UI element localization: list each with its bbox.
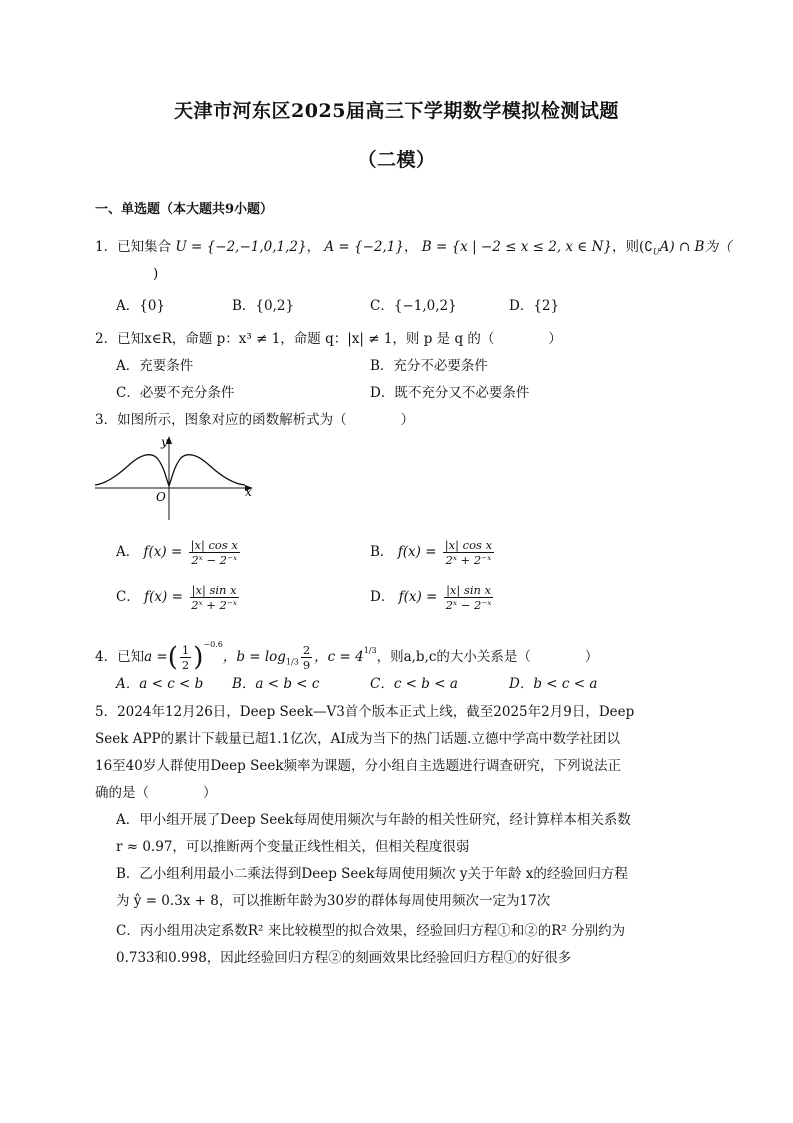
question-5-line-4: 确的是（ ） (95, 785, 217, 801)
q2-number: 2． (95, 331, 118, 347)
q1-option-c[interactable]: C．{−1,0,2} (370, 298, 457, 314)
q4-number: 4． (95, 649, 118, 665)
q2-text: 已知x∈R，命题 p：x³ ≠ 1，命题 q：|x| ≠ 1，则 p 是 q 的（ ） (117, 331, 562, 347)
q5-number: 5． (95, 704, 118, 720)
q1-ask2: A) ∩ B为（ (659, 239, 732, 255)
q1-option-d[interactable]: D．{2} (509, 298, 560, 314)
q3-text: 如图所示，图象对应的函数解析式为（ ） (117, 412, 415, 428)
q3-option-a[interactable]: A． f(x) = $\frac{\text{|x| cos x}}{\text{2ˣ − 2⁻ˣ}}$ (116, 538, 238, 567)
q1-number: 1． (95, 239, 118, 255)
q3-option-c[interactable]: C． f(x) = $\frac{\text{|x| sin x}}{\text{2ˣ + 2⁻ˣ}}$ (116, 583, 238, 612)
q5-option-a-line-1[interactable]: A．甲小组开展了Deep Seek每周使用频次与年龄的相关性研究，经计算样本相关系数 (116, 812, 631, 828)
q2-option-b[interactable]: B．充分不必要条件 (370, 358, 488, 374)
q1-set-a: A = {−2,1} (324, 239, 404, 255)
q1-close-paren: ) (153, 266, 159, 282)
question-3 (95, 411, 414, 429)
page-subtitle: （二模） (357, 149, 436, 171)
q2-option-c[interactable]: C．必要不充分条件 (116, 385, 235, 401)
question-5-line-3: 16至40岁人群使用Deep Seek频率为课题，分小组自主选题进行调查研究，下列说法正 (95, 758, 621, 774)
q2-option-d[interactable]: D．既不充分又不必要条件 (370, 385, 530, 401)
y-axis-label: y (161, 435, 168, 449)
question-5-line-2: Seek APP的累计下载量已超1.1亿次，AI成为当下的热门话题.立德中学高中数学社团以 (95, 731, 620, 747)
question-1: 1．已知集合 U = {−2,−1,0,1,2}， A = {−2,1}， B = {x | −2 ≤ x ≤ 2, x ∈ N}，则$(∁_UA)$ ∩ B为（ (95, 239, 732, 257)
q1-set-u: U = {−2,−1,0,1,2} (175, 239, 307, 255)
q3-number: 3． (95, 412, 118, 428)
q5-option-c-line-2: 0.733和0.998，因此经验回归方程②的刻画效果比经验回归方程①的好很多 (116, 950, 572, 966)
question-4: 4．已知a =( $\frac{1}{2}$ )$^{-0.6}$，$b = \log_{1/3}$ $\frac{2}{9}$ ，$c = 4^{1/3}$，则a,b,c的大小关系是（ ） (95, 640, 599, 673)
question-2 (95, 330, 562, 348)
q3-option-b[interactable]: B． f(x) = $\frac{\text{|x| cos x}}{\text{2ˣ + 2⁻ˣ}}$ (370, 538, 493, 567)
q4-option-d[interactable]: D．b < c < a (509, 676, 598, 692)
q5-option-b-line-1[interactable]: B．乙小组利用最小二乘法得到Deep Seek每周使用频次 y关于年龄 x的经验回归方程 (116, 866, 628, 882)
q4-option-a[interactable]: A．a < c < b (116, 676, 204, 692)
q5-option-b-line-2: 为 ŷ = 0.3x + 8，可以推断年龄为30岁的群体每周使用频次一定为17次 (116, 893, 551, 909)
origin-label: O (156, 490, 166, 504)
section-heading: 一、单选题（本大题共9小题） (95, 202, 274, 217)
q3-option-d[interactable]: D． f(x) = $\frac{\text{|x| sin x}}{\text{2ˣ − 2⁻ˣ}}$ (370, 583, 492, 612)
q3-function-graph (95, 432, 260, 522)
q5-option-c-line-1[interactable]: C．丙小组用决定系数R² 来比较模型的拟合效果，经验回归方程①和②的R² 分别约为 (116, 923, 626, 939)
q5-option-a-line-2: r ≈ 0.97，可以推断两个变量正线性相关，但相关程度很弱 (116, 839, 470, 855)
q4-option-b[interactable]: B．a < b < c (232, 676, 320, 692)
question-5-line-1: 5．2024年12月26日，Deep Seek—V3首个版本正式上线，截至2025年2月9日，Deep (95, 704, 635, 720)
curve (95, 455, 245, 486)
q2-option-a[interactable]: A．充要条件 (116, 358, 194, 374)
x-axis-label: x (245, 485, 252, 499)
page-title: 天津市河东区2025届高三下学期数学模拟检测试题 (174, 100, 619, 122)
q1-ask: ，则(∁ (612, 239, 653, 255)
q1-set-b: B = {x | −2 ≤ x ≤ 2, x ∈ N} (421, 239, 612, 255)
q1-option-b[interactable]: B．{0,2} (232, 298, 295, 314)
q1-pre: 已知集合 (117, 239, 172, 255)
q4-option-c[interactable]: C．c < b < a (370, 676, 458, 692)
q1-option-a[interactable]: A．{0} (116, 298, 166, 314)
